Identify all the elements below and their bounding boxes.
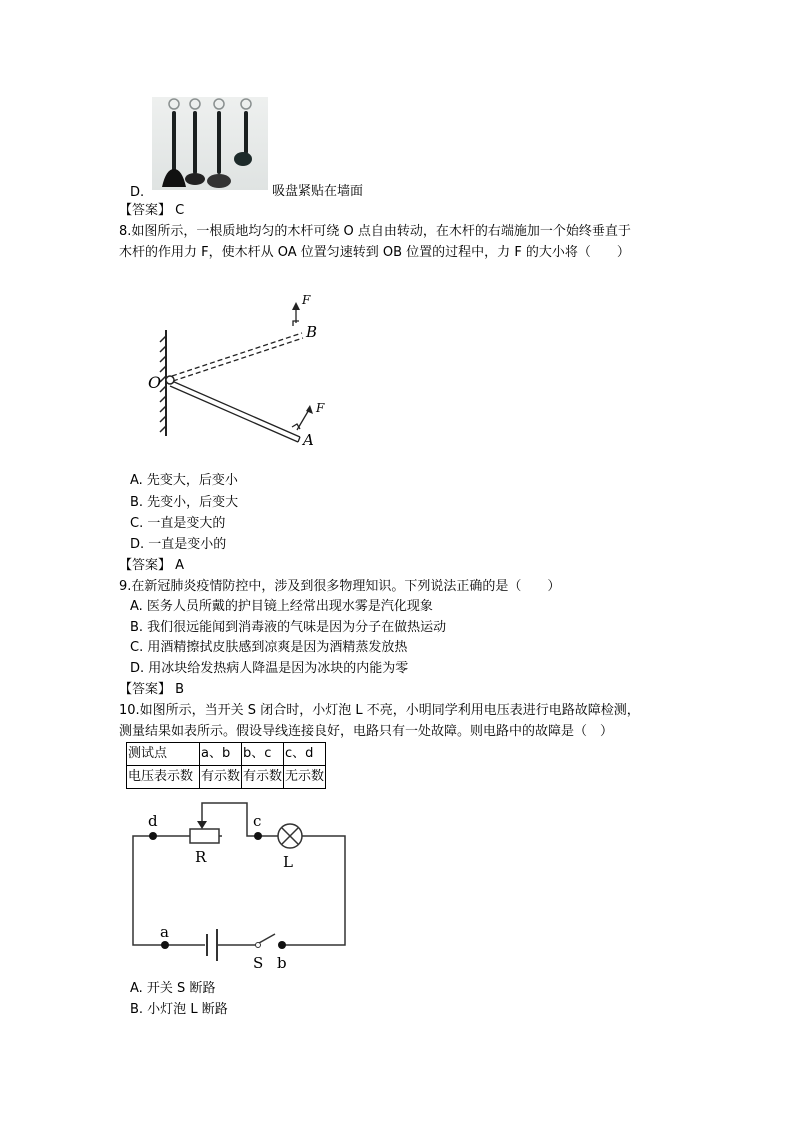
lamp-label-l: L — [283, 853, 293, 871]
q8-option-c: C. 一直是变大的 — [130, 516, 226, 531]
q7-option-d-text: 吸盘紧贴在墙面 — [272, 184, 364, 199]
q8-option-d: D. 一直是变小的 — [130, 537, 227, 552]
table-cell: a、b — [200, 743, 242, 766]
q9-answer: 【答案】 B — [119, 682, 185, 697]
q10-stem-line1: 10.如图所示，当开关 S 闭合时，小灯泡 L 不亮，小明同学利用电压表进行电路故障检测， — [119, 703, 640, 718]
q10-option-a: A. 开关 S 断路 — [130, 981, 216, 996]
table-cell: 测试点 — [127, 743, 200, 766]
q7-answer: 【答案】 C — [119, 203, 185, 218]
q8-answer: 【答案】 A — [119, 558, 185, 573]
q9-option-a: A. 医务人员所戴的护目镜上经常出现水雾是汽化现象 — [130, 599, 433, 614]
q8-stem-line2: 木杆的作用力 F，使木杆从 OA 位置匀速转到 OB 位置的过程中，力 F 的大小将（ ） — [119, 245, 630, 260]
resistor-label-r: R — [195, 848, 207, 866]
q9-option-c: C. 用酒精擦拭皮肤感到凉爽是因为酒精蒸发放热 — [130, 640, 408, 655]
table-cell: 有示数 — [200, 766, 242, 789]
force-label-b: F — [302, 293, 311, 307]
q10-option-b: B. 小灯泡 L 断路 — [130, 1002, 228, 1017]
q8-option-b: B. 先变小，后变大 — [130, 495, 239, 510]
pivot-label-o: O — [148, 373, 162, 392]
node-label-c: c — [253, 812, 262, 830]
q9-option-d: D. 用冰块给发热病人降温是因为冰块的内能为零 — [130, 661, 409, 676]
q10-stem-line2: 测量结果如表所示。假设导线连接良好，电路只有一处故障。则电路中的故障是（ ） — [119, 724, 614, 739]
force-label-a: F — [316, 401, 325, 415]
table-cell: 电压表示数 — [127, 766, 200, 789]
table-cell: c、d — [284, 743, 326, 766]
table-cell: 有示数 — [242, 766, 284, 789]
node-label-b: b — [277, 954, 287, 972]
q7-option-d-label: D. — [130, 185, 145, 200]
point-label-a: A — [303, 431, 314, 449]
table-cell: 无示数 — [284, 766, 326, 789]
q9-stem: 9.在新冠肺炎疫情防控中，涉及到很多物理知识。下列说法正确的是（ ） — [119, 579, 561, 594]
node-label-a: a — [160, 923, 169, 941]
q8-stem-line1: 8.如图所示，一根质地均匀的木杆可绕 O 点自由转动，在木杆的右端施加一个始终垂直于 — [119, 224, 631, 239]
point-label-b: B — [306, 323, 318, 341]
node-label-d: d — [148, 812, 158, 830]
q8-option-a: A. 先变大，后变小 — [130, 473, 238, 488]
switch-label-s: S — [253, 954, 264, 972]
q9-option-b: B. 我们很远能闻到消毒液的气味是因为分子在做热运动 — [130, 620, 447, 635]
table-cell: b、c — [242, 743, 284, 766]
